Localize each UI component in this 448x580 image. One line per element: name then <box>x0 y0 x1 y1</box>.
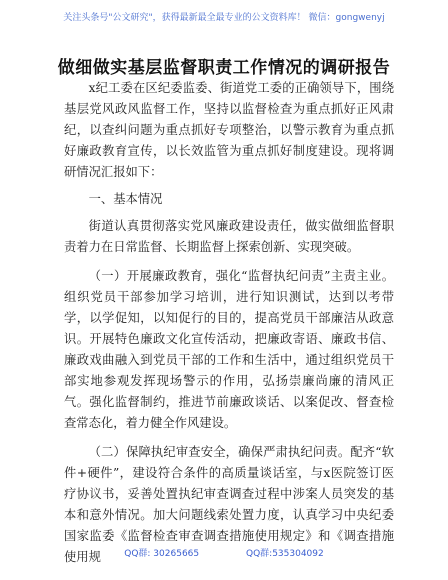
section-intro-paragraph: 街道认真贯彻落实党风廉政建设责任，做实做细监督职责着力在日常监督、长期监督上探索创新、实现突破。 <box>64 219 394 254</box>
paragraph-education: （一）开展廉政教育，强化“监督执纪问责”主责主业。组织党员干部参加学习培训，进行知识测试，达到以考带学，以学促知，以知促行的目的，提高党员干部廉洁从政意识。开展特色廉政文化宣传活动，把廉政寄语、廉政书信、廉政戏曲融入到党员干部的工作和生活中，通过组织党员干部实地参观发挥现场警示的作用，弘扬崇廉尚廉的清风正气。强化监督制约，推进节前廉政谈话、以案促改、督查检查常态化，着力健全作风建设。 <box>64 269 394 430</box>
intro-paragraph: x纪工委在区纪委监委、街道党工委的正确领导下，围绕基层党风政风监督工作，坚持以监督检查为重点抓好正风肃纪，以查纠问题为重点抓好专项整治，以警示教育为重点抓好廉政教育宣传，以长效监管为重点抓好制度建设。现将调研情况汇报如下： <box>64 81 394 179</box>
footer-qq-group-1: QQ群: 30265665 <box>124 549 200 559</box>
document-body <box>64 78 394 568</box>
section-heading: 一、基本情况 <box>88 192 163 206</box>
header-banner: 关注头条号"公文研究"，获得最新最全最专业的公文资料库！ 微信：gongwenyj <box>63 13 385 23</box>
paragraph-safety: （二）保障执纪审查安全，确保严肃执纪问责。配齐“软件+硬件”，建设符合条件的高质量谈话室，与x医院签订医疗协议书，妥善处置执纪审查调查过程中涉案人员突发的基本和意外情况。加大问题线索处置力度，认真学习中央纪委国家监委《监督检查审查调查措施使用规定》和《调查措施使用规 <box>64 445 394 564</box>
footer-qq-group-2: QQ群:535304092 <box>246 549 324 559</box>
footer <box>0 546 448 559</box>
document-title: 做细做实基层监督职责工作情况的调研报告 <box>57 58 391 78</box>
